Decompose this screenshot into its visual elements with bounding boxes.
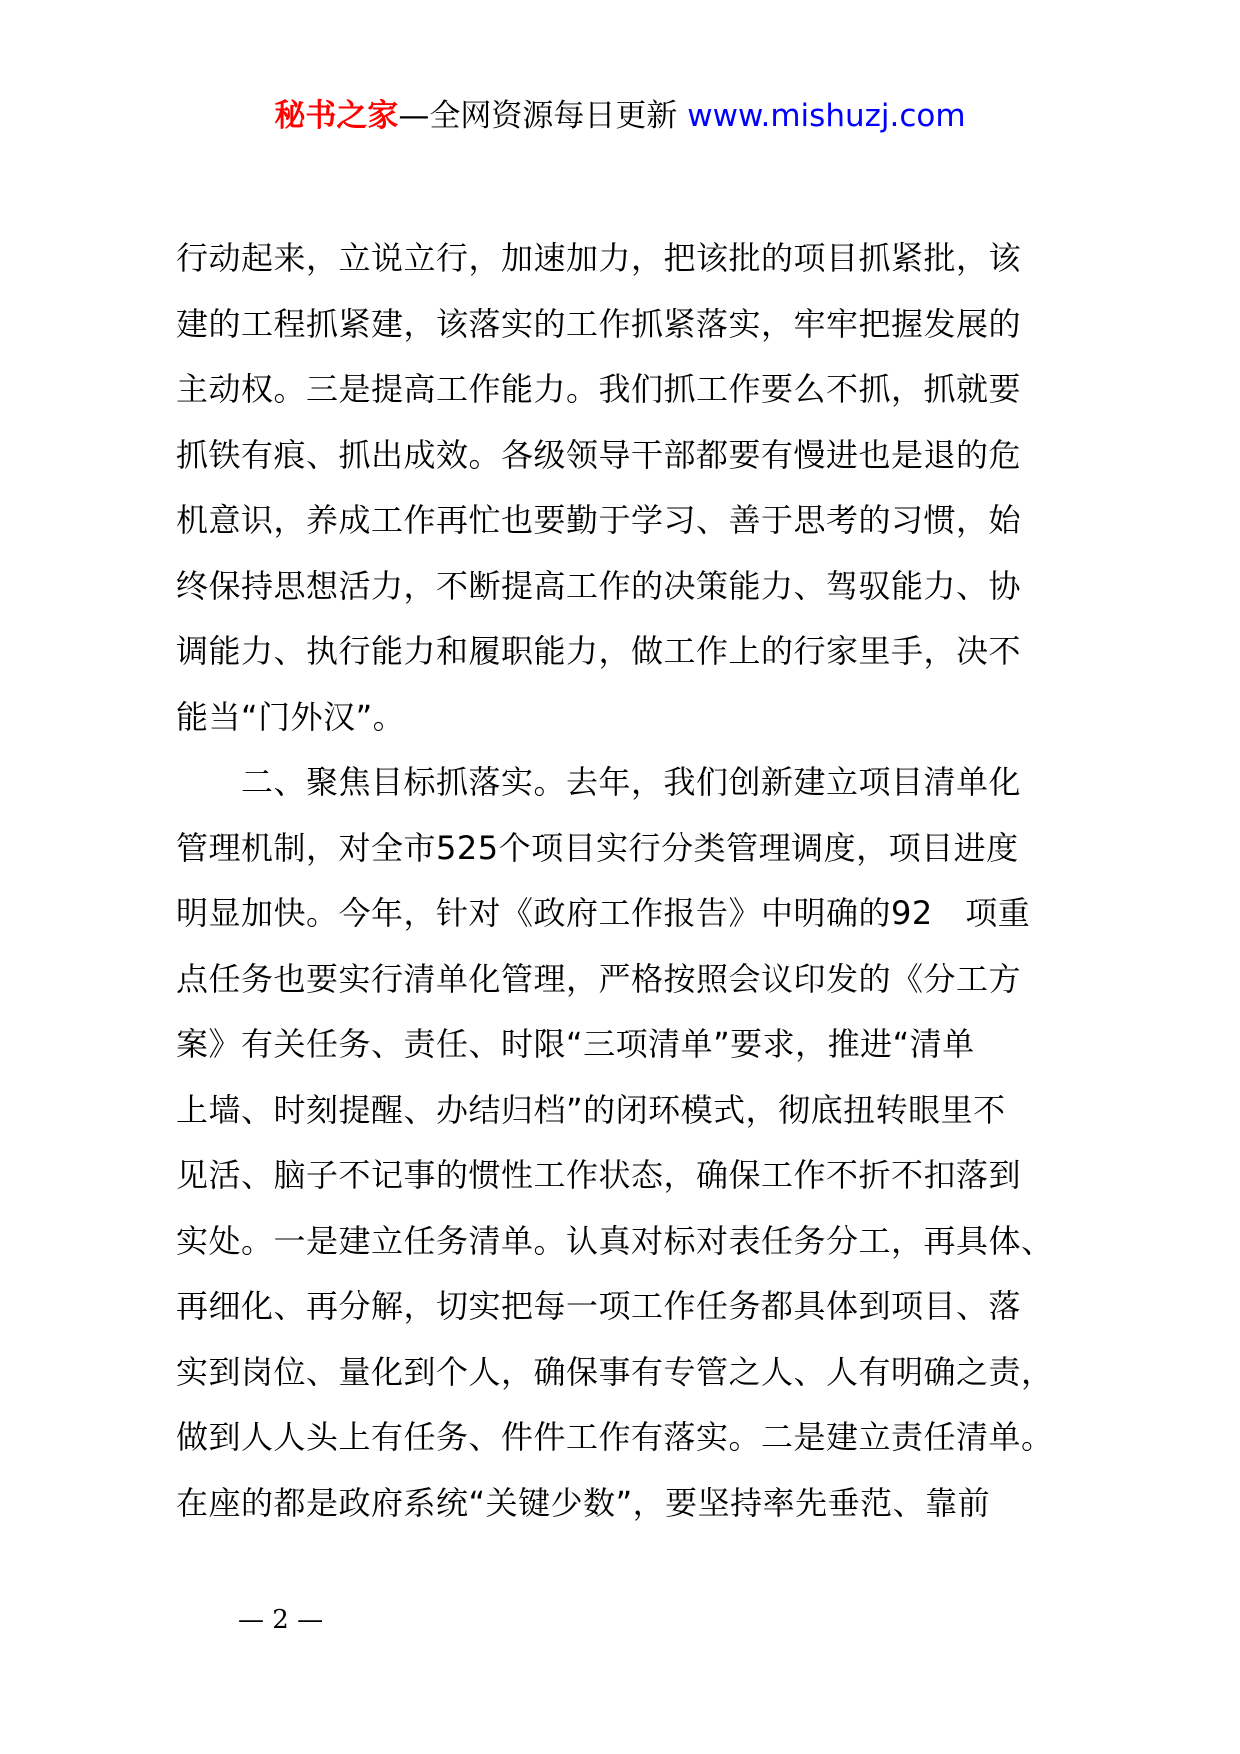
text-line: 管理机制，对全市525个项目实行分类管理调度，项目进度 [176, 828, 1019, 867]
text-line: 再细化、再分解，切实把每一项工作任务都具体到项目、落 [176, 1287, 1022, 1325]
text-line: 做到人人头上有任务、件件工作有落实。二是建立责任清单。 [176, 1418, 1054, 1456]
text-line: 点任务也要实行清单化管理，严格按照会议印发的《分工方 [176, 959, 1022, 998]
text-line: 案》有关任务、责任、时限“三项清单”要求，推进“清单 [176, 1025, 975, 1063]
watermark-header [0, 96, 1240, 136]
text-line: 抓铁有痕、抓出成效。各级领导干部都要有慢进也是退的危 [176, 435, 1022, 474]
text-line: 主动权。三是提高工作能力。我们抓工作要么不抓，抓就要 [176, 370, 1022, 408]
text-line: 能当“门外汉”。 [176, 697, 406, 736]
page-number: — 2 — [238, 1605, 324, 1635]
text-line: 实到岗位、量化到个人，确保事有专管之人、人有明确之责， [176, 1352, 1054, 1391]
watermark-tagline: —全网资源每日更新 [398, 98, 678, 134]
text-line: 上墙、时刻提醒、办结归档”的闭环模式，彻底扭转眼里不 [176, 1090, 1006, 1129]
watermark-brand: 秘书之家 [274, 98, 399, 134]
body-text [176, 226, 1076, 1536]
text-line: 终保持思想活力，不断提高工作的决策能力、驾驭能力、协 [176, 566, 1022, 605]
text-line: 机意识，养成工作再忙也要勤于学习、善于思考的习惯，始 [176, 501, 1022, 539]
text-line: 在座的都是政府系统“关键少数”，要坚持率先垂范、靠前 [176, 1483, 991, 1522]
watermark-url[interactable]: www.mishuzj.com [687, 98, 966, 134]
text-line: 调能力、执行能力和履职能力，做工作上的行家里手，决不 [176, 632, 1022, 670]
text-line: 实处。一是建立任务清单。认真对标对表任务分工，再具体、 [176, 1221, 1054, 1260]
text-line: 建的工程抓紧建，该落实的工作抓紧落实，牢牢把握发展的 [176, 304, 1022, 343]
text-line: 明显加快。今年，针对《政府工作报告》中明确的92 项重 [176, 894, 1031, 932]
text-line: 见活、脑子不记事的惯性工作状态，确保工作不折不扣落到 [176, 1156, 1022, 1194]
text-line: 二、聚焦目标抓落实。去年，我们创新建立项目清单化 [176, 763, 1022, 801]
text-line: 行动起来，立说立行，加速加力，把该批的项目抓紧批，该 [176, 239, 1022, 277]
